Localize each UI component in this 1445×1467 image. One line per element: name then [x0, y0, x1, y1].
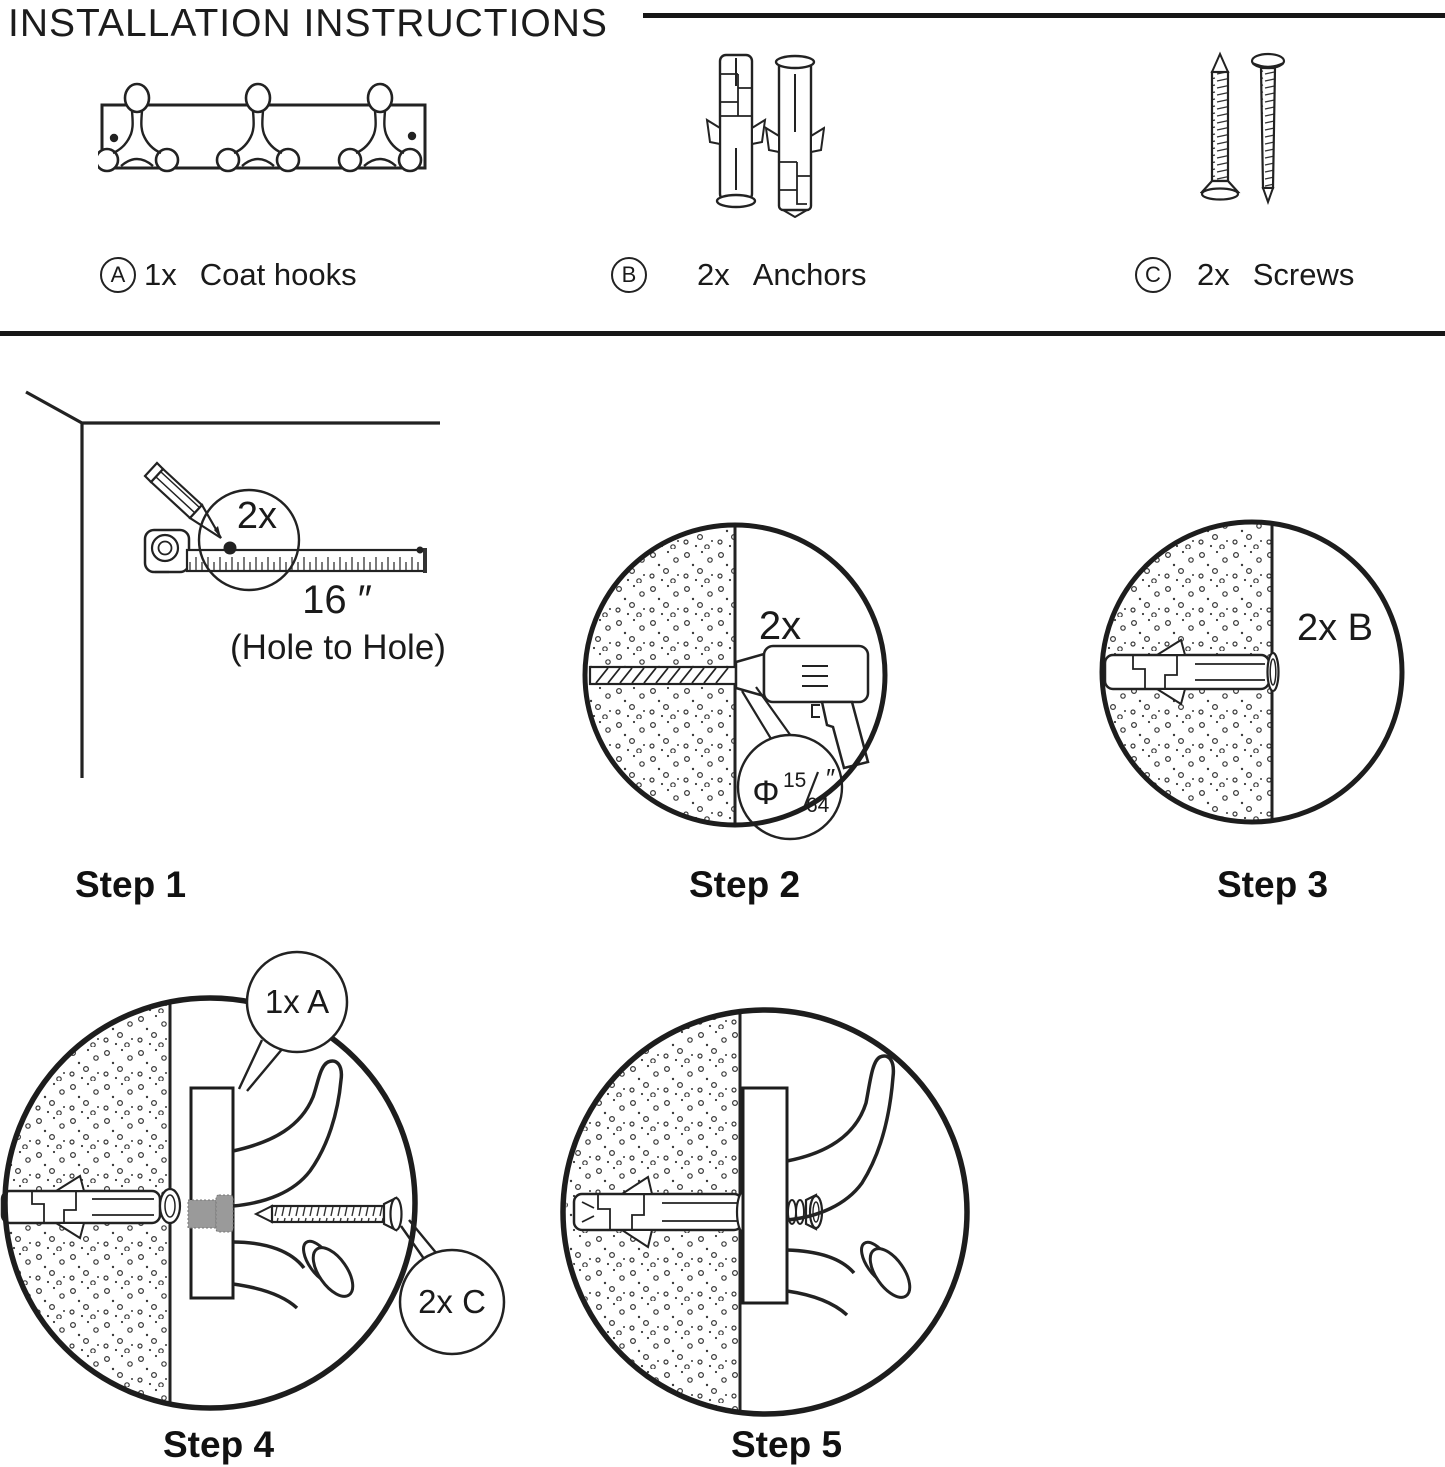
hole-count-text: 2x [758, 604, 802, 648]
screw-head-icon [788, 1195, 822, 1229]
step5-figure [560, 995, 980, 1419]
hook-callout-text: 1x A [264, 983, 330, 1020]
phi-symbol: Φ [752, 774, 780, 812]
part-label-a [100, 257, 357, 293]
part-letter-badge: B [611, 257, 647, 293]
screws-icon [1200, 48, 1295, 206]
screw-left [1202, 54, 1238, 200]
tape-measure-icon [145, 530, 427, 573]
rack-screw-hole [408, 132, 416, 140]
mark-count-text: 2x [236, 495, 278, 537]
part-name: Anchors [752, 257, 867, 292]
part-name: Screws [1252, 257, 1355, 292]
part-qty: 1x [144, 257, 177, 292]
step1-label: Step 1 [75, 864, 187, 905]
step4-figure [0, 945, 515, 1415]
step3-label: Step 3 [1217, 864, 1329, 905]
pencil-mark-dot [224, 542, 237, 555]
second-mark-dot [417, 547, 424, 554]
step1-figure [15, 385, 450, 795]
part-qty: 2x [1197, 257, 1230, 292]
fraction-denominator: 64 [806, 794, 830, 817]
part-letter-badge: A [100, 257, 136, 293]
hook-mounting-plate [191, 1088, 233, 1298]
step3-figure [1095, 515, 1410, 830]
hole-to-hole-note: (Hole to Hole) [230, 628, 446, 667]
anchor-count-text: 2x B [1296, 607, 1374, 649]
pencil-icon [145, 463, 221, 538]
coat-hook-rack-icon [98, 82, 438, 182]
title-rule [643, 13, 1445, 18]
step2-label: Step 2 [689, 864, 801, 905]
part-label-b [611, 257, 866, 293]
part-letter-badge: C [1135, 257, 1171, 293]
inch-mark: ″ [826, 763, 836, 793]
anchors-icon [705, 50, 825, 218]
fraction-numerator: 15 [783, 769, 807, 792]
screw-hole-channel [188, 1195, 233, 1232]
distance-text: 16 ″ [302, 578, 372, 622]
anchor-left [707, 55, 765, 207]
step5-label: Step 5 [731, 1424, 843, 1465]
wall-corner-lines [26, 392, 440, 778]
part-label-c [1135, 257, 1354, 293]
step2-figure [580, 515, 895, 860]
rack-screw-hole [110, 134, 118, 142]
hook-mounting-plate [743, 1088, 787, 1303]
screw-callout-text: 2x C [418, 1283, 486, 1320]
page-title: INSTALLATION INSTRUCTIONS [8, 2, 608, 45]
part-qty: 2x [697, 257, 730, 292]
step4-label: Step 4 [163, 1424, 275, 1465]
part-name: Coat hooks [199, 257, 357, 292]
screw-right [1252, 54, 1284, 202]
section-divider [0, 331, 1445, 336]
anchor-right [766, 56, 824, 217]
